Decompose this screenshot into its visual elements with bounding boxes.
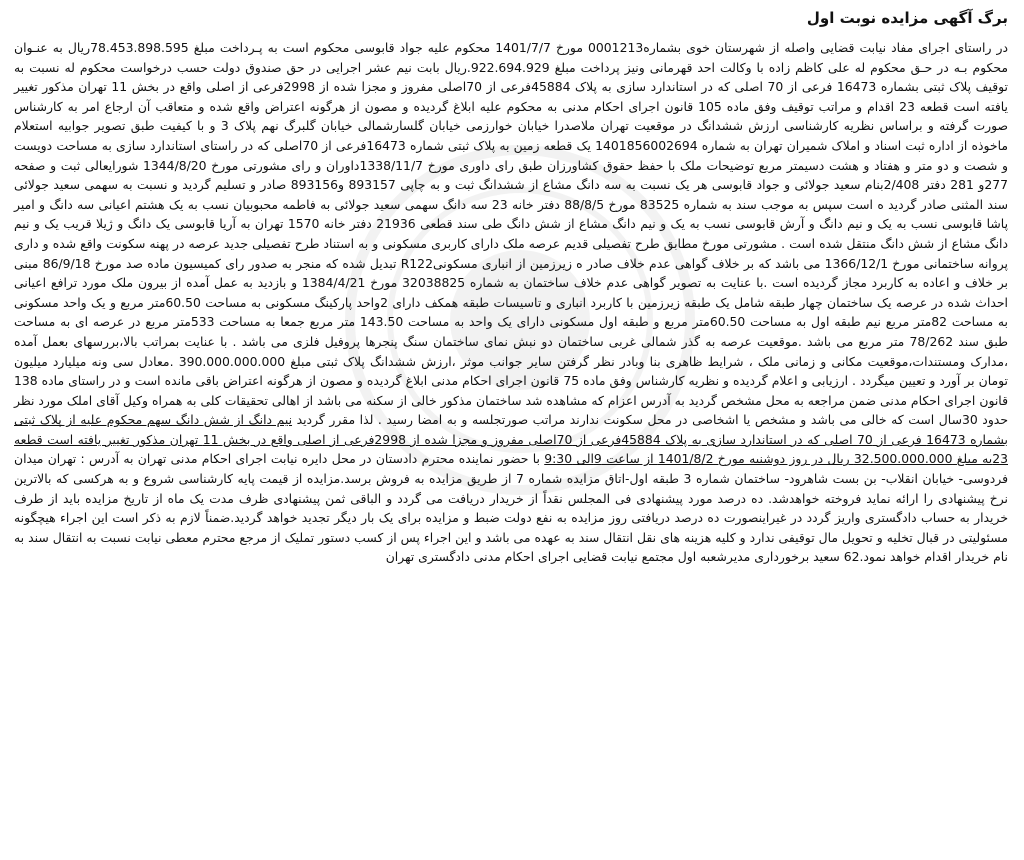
document-title: برگ آگهی مزایده نوبت اول [806, 9, 1008, 27]
document-body [14, 38, 1008, 567]
paragraph-1-text: در راستای اجرای مفاد نیابت قضایی واصله از شهرستان خوی بشماره0001213 مورخ 1401/7/7 محکوم علیه جواد قابوسی محکوم است به پـرداخت مبلغ 78.453.898.595ریال به عنـوان محکوم بـه در حـق محکوم له علی کاظم زاده با وکالت احد قهرمانی ونیز پرداخت مبلغ 922.694.929.ریال بابت نیم عشر اجرایی در حق صندوق دولت حسب درخواست محکوم له نسبت به توقیف پلاک ثبتی بشماره 16473 فرعی از 70 اصلی که در استاندارد سازی به پلاک 45884فرعی از 70اصلی مفروز و مجزا شده از 2998فرعی از اصلی واقع در بخش 11 تهران مذکور تغییر یافته است قطعه 23 اقدام و مراتب توقیف وفق ماده 105 قانون اجرای احکام مدنی به محکوم علیه ابلاغ گردیده و مصون از هرگونه اعتراض واقع شده و متعاقب آن ارجاع امر به کارشناس صورت گرفته و براساس نظریه کارشناسی ارزش ششدانگ در موقعیت تهران ملاصدرا خیابان خوارزمی خیابان گلسارشمالی خیابان گلبرگ نهم پلاک 3 و با کیفیت طبق تصویر جوابیه استعلام ماخوذه از اداره ثبت اسناد و املاک شمیران تهران به شماره 1401856002694 یک قطعه زمین به پلاک ثبتی شماره 16473فرعی از 70اصلی که در راستای استاندارد سازی به مساحت دویست و شصت و دو متر و هفتاد و هشت دسیمتر مربع توضیحات ملک با حفظ حقوق کشاورزان طبق رای داوری مورخ 1338/11/7داوران و رای مشورتی مورخ 1344/8/20 شورایعالی ثبت و صفحه 277و 281 دفتر 2/408بنام سعید جولائی و جواد قابوسی هر یک نسبت به سه دانگ مشاع از ششدانگ ثبت و به چاپی 893157 و893156 صادر و تسلیم گردید و نسبت به سهمی سعید جولائی سند المثنی صادر گردید ه است سپس به موجب سند به شماره 83525 مورخ 88/8/5 دفتر خانه 23 سه دانگ سهمی سعید جولائی به فاطمه محبوبیان نسب به یک هشتم اعیانی سه دانگ و امیر پاشا قابوسی نسب به یک و نیم دانگ و آرش قابوسی نسب به یک و نیم دانگ مشاع از شش دانگ طی سند قطعی 21936 دفتر خانه 1570 تهران به آریا قابوسی یک دانگ و ژیلا قریب یک و نیم دانگ مشاع از شش دانگ منتقل شده است . مشورتی مورخ مطابق طرح تفصیلی قدیم عرصه ملک دارای کاربری مسکونی و به استناد طرح تفصیلی جدید عرصه در پهنه سکونت واقع شده و داری پروانه ساختمانی مورخ 1366/12/1 می باشد که بر خلاف گواهی عدم خلاف صادر ه زیرزمین از انباری مسکونیR122 تبدیل شده که منجر به صدور رای کمیسیون ماده صد مورخ 86/9/18 مبنی بر خلاف و اعاده به کاربرد مجاز گردیده است .با عنایت به تصویر گواهی عدم خلاف ساختمان به شماره 32038825 مورخ 1384/4/21 و بازدید به عمل آمده از بیرون ملک مورد ترافع اعیانی احداث شده در عرصه یک ساختمان چهار طبقه شامل یک طبقه زیرزمین با کاربرد انباری و تاسیسات طبقه همکف دارای 2واحد پارکینگ مسکونی به مساحت 60.50متر مربع و یک واحد مسکونی به مساحت 82متر مربع نیم طبقه اول به مساحت 60.50متر مربع و طبقه اول مسکونی دارای یک واحد به مساحت 143.50 متر مربع جمعا به مساحت 533متر مربع در عرصه ای به مساحت طبق سند 78/262 متر مربع می باشد .موقعیت عرصه به گذر شمالی غربی ساختمان دو نبش نمای ساختمان سنگ پنجرها پروفیل فلزی می باشد . با عنایت بمراتب بالا،بررسهای بعمل آمده ،مدارک ومستندات،موقعیت مکانی و زمانی ملک ، شرایط ظاهری بنا وبادر نظر گرفتن سایر جوانب موثر ،ارزش ششدانگ پلاک ثبتی مبلغ 390.000.000.000 .معادل سی ونه میلیارد میلیون تومان بر آورد و تعیین میگردد . ارزیابی و اعلام گردیده و نظریه کارشناس وفق ماده 75 قانون اجرای احکام مدنی ابلاغ گردیده و مصون از هرگونه اعتراض باقی مانده است و در راستای ماده 138 قانون اجرای احکام مدنی ضمن مراجعه به محل مشخص گردید به آدرس اعزام که مشاهده شد ساختمان مذکور خالی از سکنه می باشد از اهالی تحقیقات کلی به همراه وکیل آقای املک مورد نظر حدود 30سال است که خالی می باشد و مشخص یا اشخاصی در محل سکونت ندارند مراتب صورتجلسه و به امضا رسید . لذا مقرر گردید [14, 40, 1009, 428]
paragraph-2-text: با حضور نماینده محترم دادستان در محل دایره نیابت اجرای احکام مدنی تهران به آدرس : تهران میدان فردوسی- خیابان انقلاب- بن بست شاهرود- ساختمان شماره 3 طبقه اول-اتاق مزایده شماره 7 از طریق مزایده به فروش برسد.مزایده از قیمت پایه کارشناسی شروع و به هرکسی که بالاترین نرخ پیشنهادی را ارائه نماید فروخته خواهدشد. ده درصد مورد پیشنهادی فی المجلس نقداً از خریدار دریافت می گردد و الباقی ثمن پیشنهادی ظرف مدت یک ماه از تاریخ مزایده باید از طرف خریدار به حساب دادگستری واریز گردد در غیراینصورت ده درصد دریافتی روز مزایده به نفع دولت ضبط و مزایده برای یک بار دیگر تجدید خواهد گردید.ضمناً لازم به ذکر است این اجراء هیچگونه مسئولیتی در قبال تخلیه و تحویل مال توقیفی ندارد و کلیه هزینه های نقل انتقال سند به عهده می باشد و این اجراء پس از کسب دستور تملیک از مرجع محترم معطی نیابت نسبت به انتقال سند به نام خریدار اقدام خواهد نمود.62 سعید برخورداری مدیرشعبه اول مجتمع نیابت قضایی اجرای احکام مدنی دادگستری تهران [14, 451, 1008, 565]
auction-terms-underlined: نیم دانگ از شش دانگ سهم محکوم علیه از پلاک ثبتی بشماره 16473 فرعی از 70 اصلی که در استاندارد سازی به پلاک 45884فرعی از 70اصلی مفروز و مجزا شده از 2998فرعی از اصلی واقع در بخش 11 تهران مذکور تغییر یافته است قطعه 23به مبلغ 32.500.000.000 ریال در روز دوشنبه مورخ 1401/8/2 از ساعت 9الی 9:30 [14, 412, 1008, 467]
announcement-paragraph [14, 38, 1008, 567]
